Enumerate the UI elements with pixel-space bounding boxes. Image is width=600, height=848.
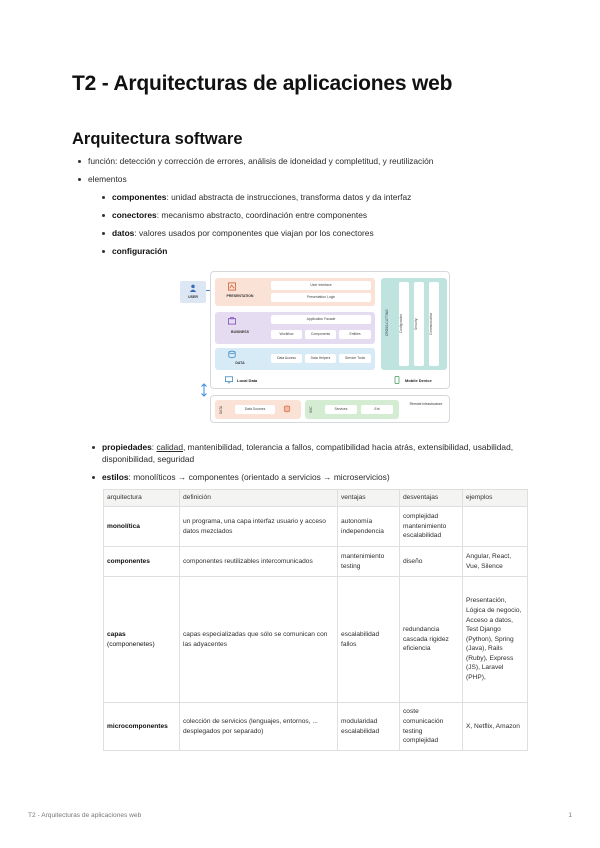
business-label: BUSINESS: [231, 330, 249, 334]
cell-name-sub: (componenetes): [107, 640, 155, 648]
componentes-text: : unidad abstracta de instrucciones, transforma datos y da interfaz: [166, 192, 412, 202]
remote-services-label: SVC: [309, 406, 313, 413]
remote-infrastructure-label: Remote Infrastructure: [409, 402, 443, 406]
cell-examples: X, Netflix, Amazon: [463, 703, 528, 751]
cell-name: componentes: [104, 547, 180, 577]
briefcase-icon: [227, 316, 237, 325]
cell-definition: colección de servicios (lenguajes, entornos, ... desplegados por separado): [180, 703, 338, 751]
communication-column: [429, 282, 439, 366]
table-row: [104, 507, 528, 547]
table-header-row: [104, 490, 528, 507]
presentation-icon: [227, 282, 237, 291]
application-facade-box: Application Facade: [271, 315, 371, 324]
remote-frame: [210, 395, 450, 423]
data-label: DATA: [235, 361, 245, 365]
data-helpers-box: Data Helpers: [305, 354, 336, 363]
table-row: [104, 547, 528, 577]
propiedades-text: , mantenibilidad, tolerancia a fallos, compatibilidad hacia atrás, extensibilidad, usabilidad, disponibilidad, seguridad: [102, 442, 514, 464]
header-ventajas: ventajas: [338, 490, 400, 507]
security-label: Security: [414, 318, 418, 330]
header-desventajas: desventajas: [400, 490, 463, 507]
cell-examples: Angular, React, Vue, Silence: [463, 547, 528, 577]
estilos-term: estilos: [102, 472, 129, 482]
application-frame: [210, 271, 450, 389]
cell-examples: [463, 507, 528, 547]
propiedades-term: propiedades: [102, 442, 152, 452]
ent-box: Ent: [361, 405, 393, 414]
data-layer: [215, 348, 375, 370]
user-label: USER: [188, 295, 198, 299]
conectores-text: : mecanismo abstracto, coordinación entre componentes: [156, 210, 368, 220]
communication-label: Communication: [429, 312, 433, 336]
componentes-term: componentes: [112, 192, 167, 202]
page-title: T2 - Arquitecturas de aplicaciones web: [72, 72, 453, 95]
datos-term: datos: [112, 228, 135, 238]
cell-name-text: capas: [107, 630, 126, 638]
cell-cons: complejidad mantenimiento escalabilidad: [400, 507, 463, 547]
bullet-elementos: [78, 173, 548, 257]
table-row: [104, 577, 528, 703]
bullet-configuracion: [102, 245, 548, 257]
bullet-list-2: [78, 441, 548, 489]
workflow-box: Workflow: [271, 330, 302, 339]
cell-pros: mantenimiento testing: [338, 547, 400, 577]
cell-name: [104, 577, 180, 703]
configuracion-term: configuración: [112, 246, 168, 256]
datos-text: : valores usados por componentes que viajan por los conectores: [134, 228, 374, 238]
business-layer: [215, 312, 375, 344]
mobile-device-label: Mobile Device: [405, 378, 432, 383]
remote-services-group: [305, 400, 399, 419]
local-data-label: Local Data: [237, 378, 258, 383]
cell-pros: escalabilidad fallos: [338, 577, 400, 703]
bullet-estilos: [92, 471, 548, 483]
header-definicion: definición: [180, 490, 338, 507]
conectores-term: conectores: [112, 210, 157, 220]
monitor-icon: [225, 376, 233, 384]
table-row: [104, 703, 528, 751]
cell-name: monolítica: [104, 507, 180, 547]
presentation-label: PRESENTATION: [226, 294, 254, 298]
footer-title: T2 - Arquitecturas de aplicaciones web: [28, 812, 142, 819]
double-arrow-icon: [200, 383, 208, 397]
bullet-propiedades: [92, 441, 548, 465]
user-node: [180, 281, 206, 303]
calidad-link[interactable]: calidad: [156, 442, 183, 452]
header-arquitectura: arquitectura: [104, 490, 180, 507]
cell-cons: coste comunicación testing complejidad: [400, 703, 463, 751]
cell-definition: componentes reutilizables intercomunicados: [180, 547, 338, 577]
section-title: Arquitectura software: [72, 130, 243, 148]
remote-data-label: DATA: [219, 405, 223, 414]
header-ejemplos: ejemplos: [463, 490, 528, 507]
cell-definition: un programa, una capa interfaz usuario y acceso datos mezclados: [180, 507, 338, 547]
cell-name: microcomponentes: [104, 703, 180, 751]
mobile-icon: [393, 376, 401, 384]
data-sources-box: Data Sources: [235, 405, 275, 414]
presentation-layer: [215, 278, 375, 306]
remote-data-group: [215, 400, 301, 419]
service-tools-box: Service Tools: [339, 354, 371, 363]
cross-cutting-label: CROSS-CUTTING: [385, 309, 389, 337]
bullet-componentes: [102, 191, 548, 203]
estilos-text: : monolíticos → componentes (orientado a servicios → microservicios): [128, 472, 390, 482]
cell-cons: diseño: [400, 547, 463, 577]
cell-pros: modularidad escalabilidad: [338, 703, 400, 751]
configuration-label: Configuration: [399, 314, 403, 334]
data-access-box: Data Access: [271, 354, 302, 363]
services-box: Services: [325, 405, 357, 414]
cell-examples: Presentación, Lógica de negocio, Acceso a datos, Test Django (Python), Spring (Java), Rails (Ruby), Express (JS), Laravel (PHP),: [463, 577, 528, 703]
cell-pros: autonomía independencia: [338, 507, 400, 547]
bullet-conectores: [102, 209, 548, 221]
cross-cutting-panel: [381, 278, 447, 370]
page-number: 1: [568, 812, 572, 819]
remote-database-icon: [283, 405, 291, 413]
propiedades-separator: :: [151, 442, 157, 452]
database-icon: [227, 350, 237, 359]
user-interface-box: User Interface: [271, 281, 371, 290]
funcion-text: función: detección y corrección de errores, análisis de idoneidad y completitud, y reutilización: [88, 156, 434, 166]
cell-cons: redundancia cascada rigidez eficiencia: [400, 577, 463, 703]
entities-box: Entities: [339, 330, 371, 339]
configuration-column: [399, 282, 409, 366]
user-icon: [189, 284, 197, 292]
bullet-datos: [102, 227, 548, 239]
elementos-text: elementos: [88, 174, 127, 184]
components-box: Components: [305, 330, 336, 339]
security-column: [414, 282, 424, 366]
bullet-list: [78, 155, 548, 263]
bullet-funcion: [78, 155, 548, 167]
cell-definition: capas especializadas que sólo se comunican con las adyacentes: [180, 577, 338, 703]
architecture-diagram: [180, 271, 452, 427]
presentation-logic-box: Presentation Logic: [271, 293, 371, 302]
architectures-table: [103, 489, 528, 751]
